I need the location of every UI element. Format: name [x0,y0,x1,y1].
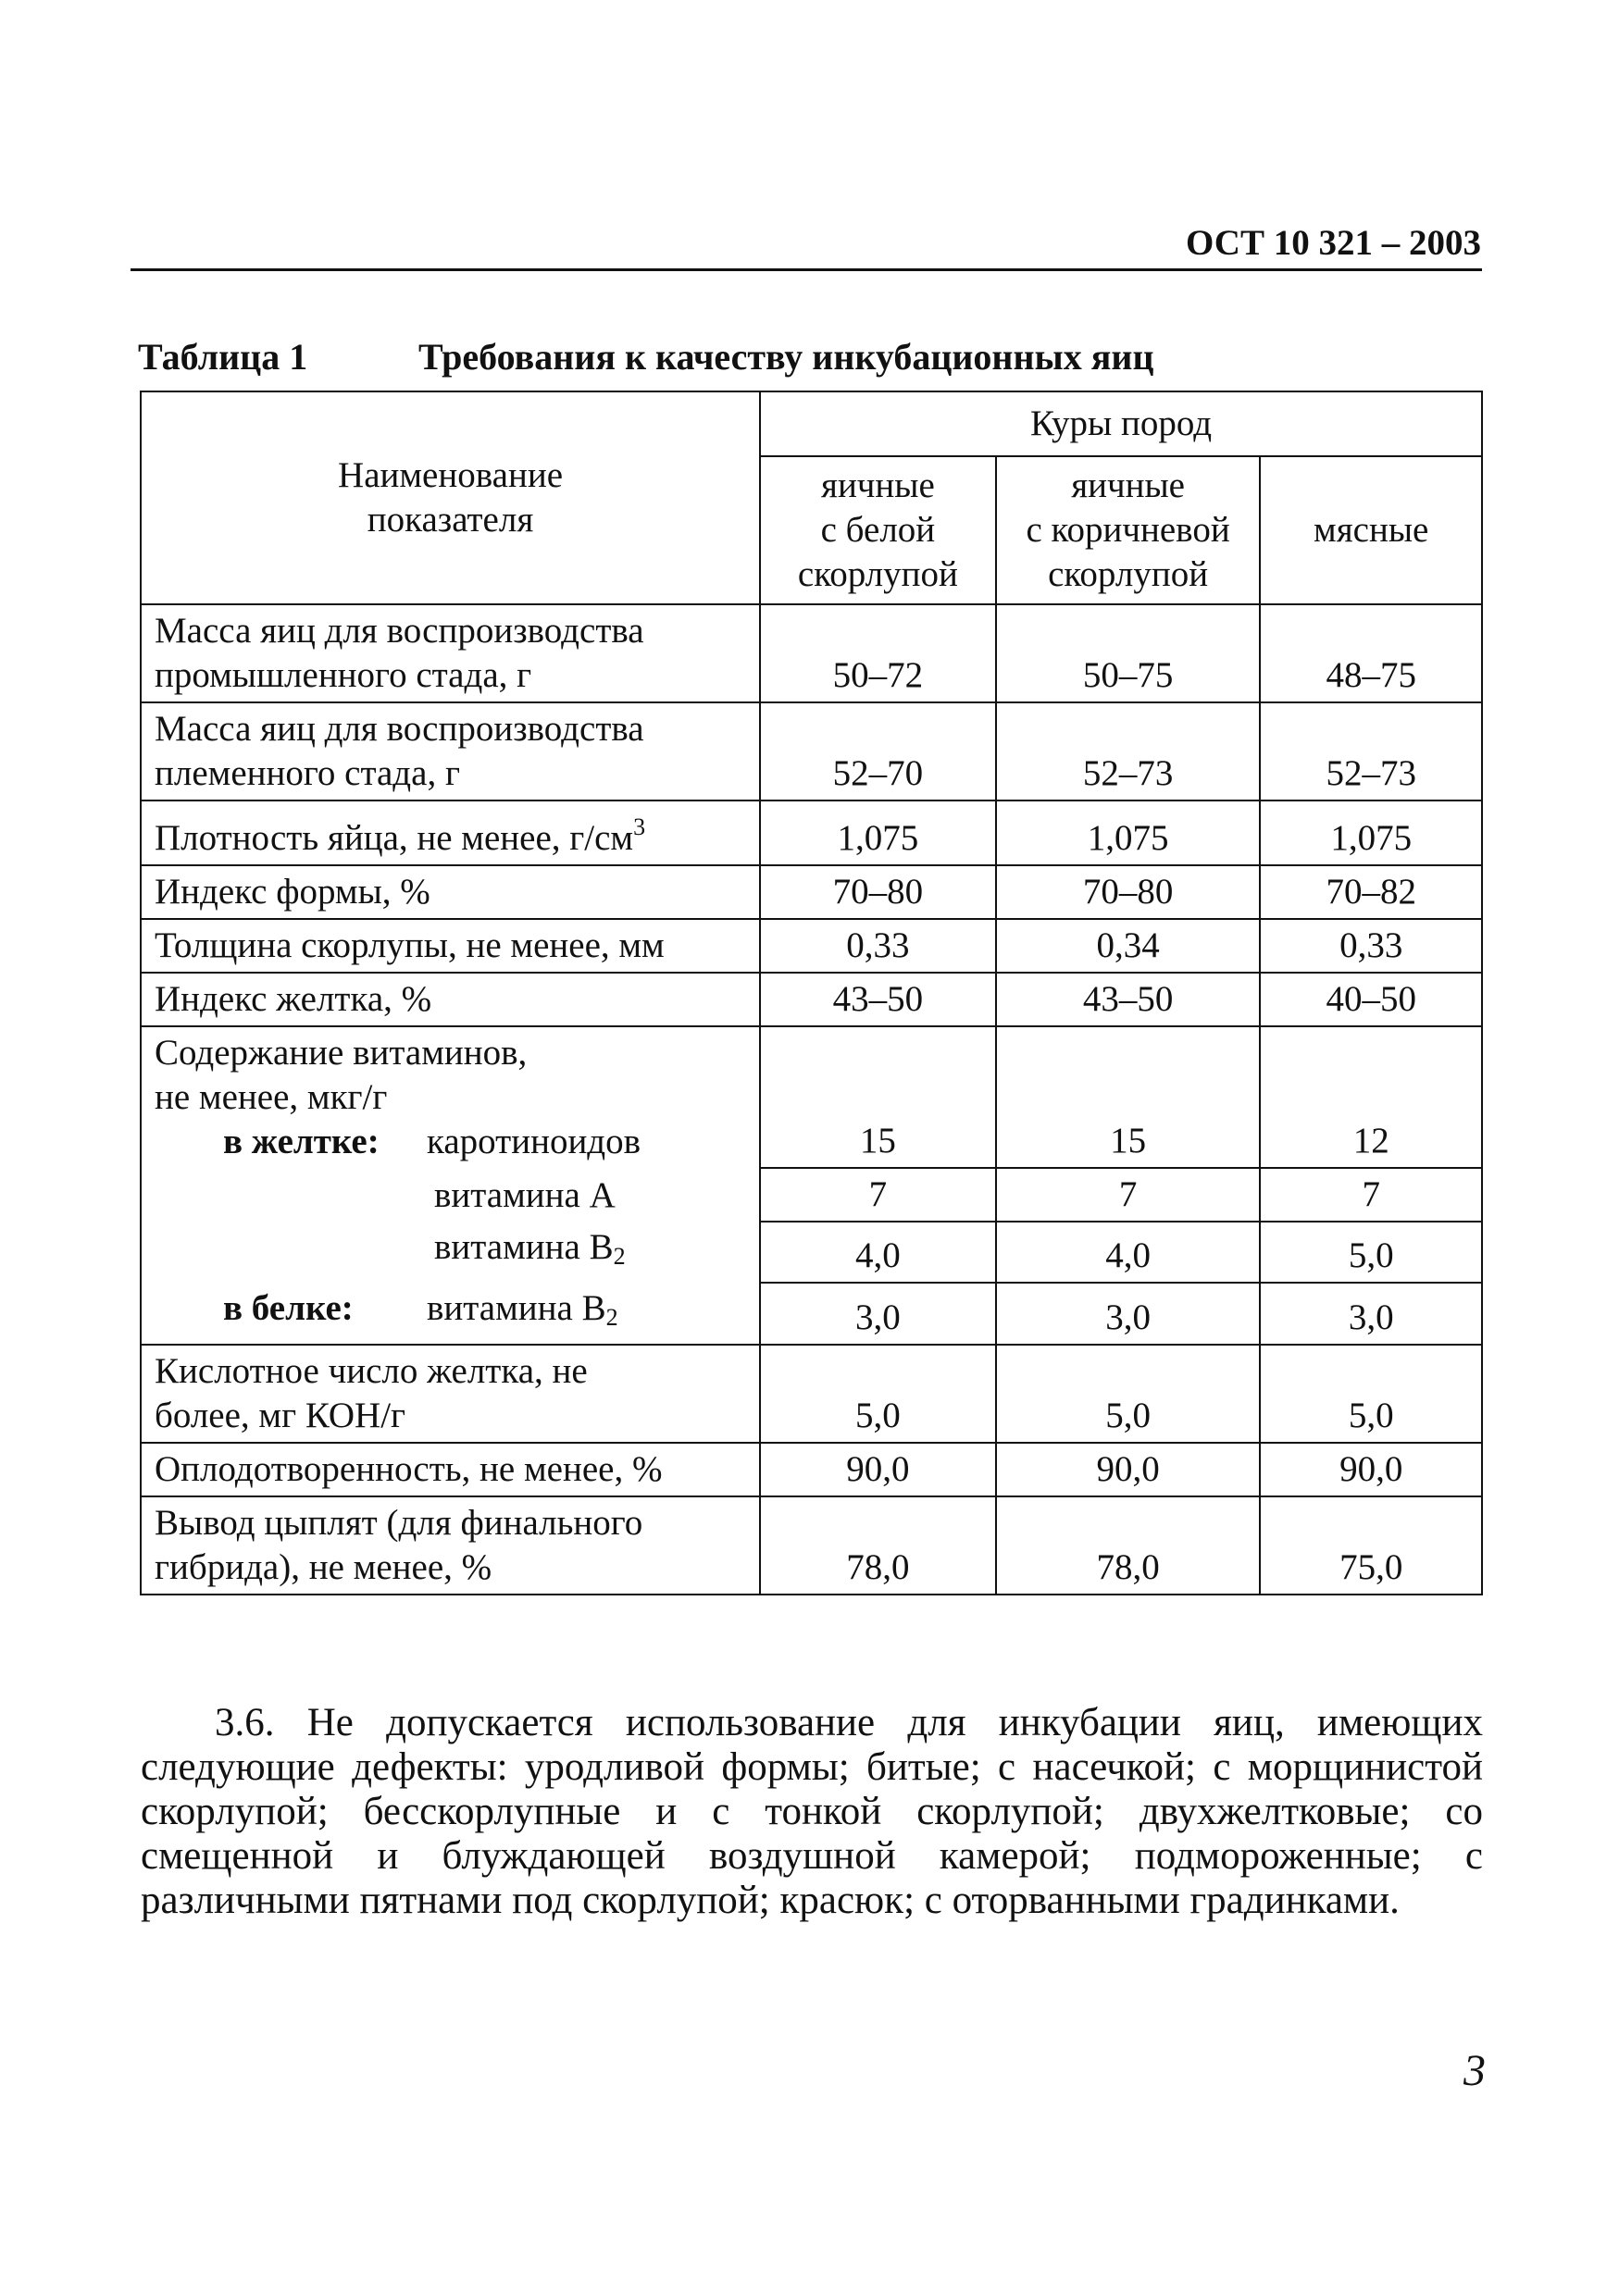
header-brown-shell: яичные с коричневой скорлупой [996,456,1261,604]
clause-3-6-paragraph: 3.6. Не допускается использование для инкубации яиц, имеющих следующие дефекты: уродливой формы; битые; с насечкой; с морщинистой скорлупой; бесскорлупные и с тонкой скорлупой; двухжелтковые; со смещенной и блуждающей воздушной камерой; подмороженные; с различными пятнами под скорлупой; красюк; с оторванными градинками. [141,1701,1483,1922]
table-title: Требования к качеству инкубационных яиц [418,336,1154,378]
table-row-vitamin-b2-yolk: витамина $В_2$ 4,0 4,0 5,0 [141,1222,1482,1283]
header-indicator-name: Наименование показателя [141,391,760,604]
header-white-shell: яичные с белой скорлупой [760,456,996,604]
table-row-vitamin-a: витамина А 7 7 7 [141,1168,1482,1222]
table-row: Оплодотворенность, не менее, % 90,0 90,0 90,0 [141,1443,1482,1496]
in-yolk-label: в желтке: [223,1122,380,1161]
table-row: Индекс формы, % 70–80 70–80 70–82 [141,865,1482,919]
header-breed-group: Куры пород [760,391,1482,456]
header-rule [131,268,1482,271]
table-label: Таблица 1 [138,336,308,378]
table-row: Масса яиц для воспроизводства промышленного стада, г 50–72 50–75 48–75 [141,604,1482,702]
document-code: ОСТ 10 321 – 2003 [1186,223,1481,263]
table-row-vitamins-carotenoids: Содержание витаминов, не менее, мкг/г в желтке: каротиноидов 15 15 12 [141,1026,1482,1168]
page-number: 3 [1463,2046,1486,2095]
table-row-vitamin-b2-white: в белке: витамина $В_2$ 3,0 3,0 3,0 [141,1283,1482,1345]
table-header-row [141,391,1482,456]
table-row: Вывод цыплят (для финального гибрида), не менее, % 78,0 78,0 75,0 [141,1496,1482,1595]
header-meat: мясные [1260,456,1482,604]
table-row: Плотность яйца, не менее, $г/см^3$ 1,075 1,075 1,075 [141,800,1482,865]
table-row: Масса яиц для воспроизводства племенного стада, г 52–70 52–73 52–73 [141,702,1482,800]
requirements-table [140,391,1483,1595]
table-row: Кислотное число желтка, не более, мг КОН/г 5,0 5,0 5,0 [141,1345,1482,1443]
table-row: Толщина скорлупы, не менее, мм 0,33 0,34 0,33 [141,919,1482,973]
in-white-label: в белке: [223,1288,354,1328]
table-row: Индекс желтка, % 43–50 43–50 40–50 [141,973,1482,1026]
